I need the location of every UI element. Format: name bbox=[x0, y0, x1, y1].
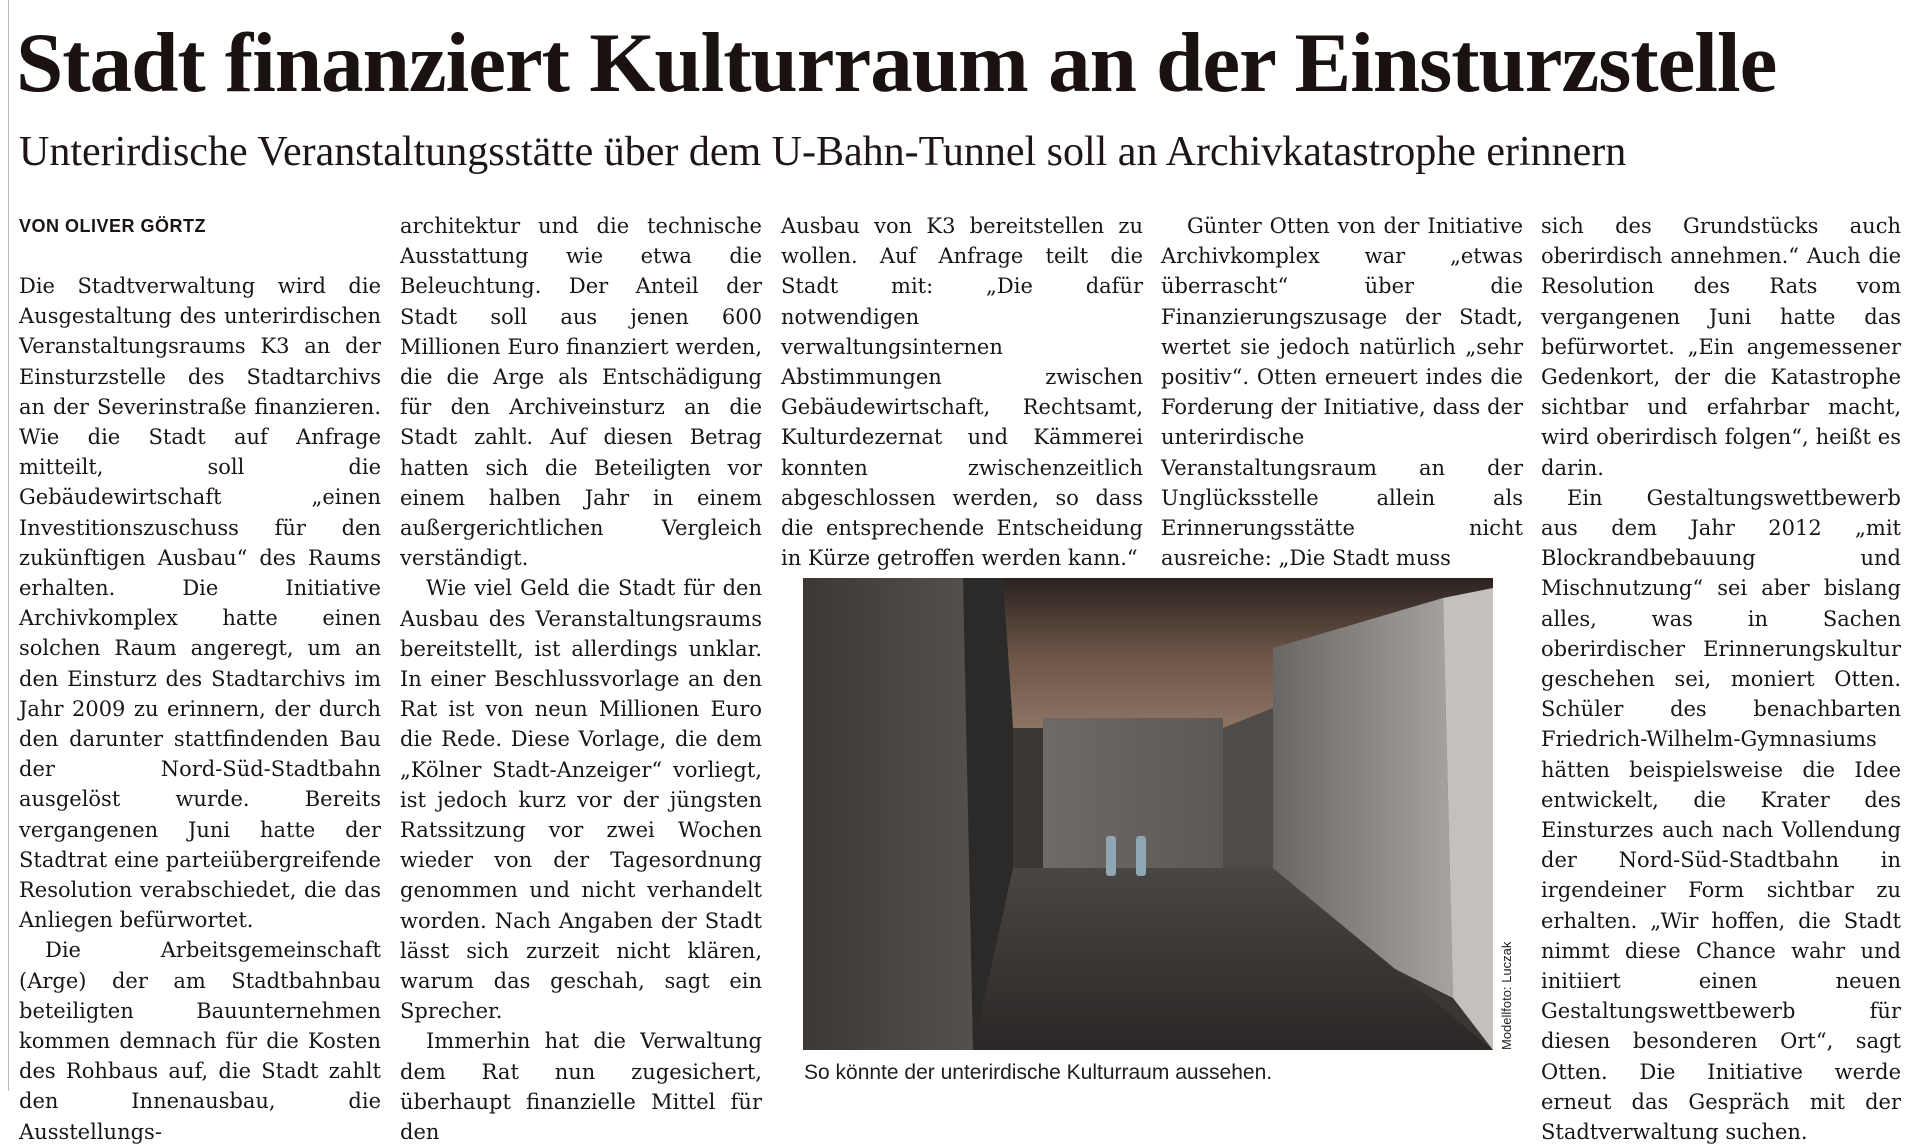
headline: Stadt finanziert Kulturraum an der Einsturzstelle bbox=[16, 16, 1777, 110]
article-column-4 bbox=[1161, 211, 1523, 573]
article-paragraph: Die Arbeitsgemeinschaft (Arge) der am Stadtbahnbau beteiligten Bauunternehmen kommen demnach für die Kosten des Rohbaus auf, die Stadt zahlt den Innenausbau, die Ausstellungs- bbox=[19, 938, 381, 1144]
article-column-1 bbox=[19, 211, 381, 1147]
model-photo bbox=[803, 578, 1493, 1050]
article-column-2 bbox=[400, 211, 762, 1147]
figure-caption: So könnte der unterirdische Kulturraum aussehen. bbox=[804, 1061, 1273, 1084]
article-paragraph: sich des Grundstücks auch oberirdisch annehmen.“ Auch die Resolution des Rats vom vergangenen Juni hatte das befürwortet. „Ein angemessener Gedenkort, der die Katastrophe sichtbar und erfahrbar macht, wird oberirdisch folgen“, heißt es darin. bbox=[1541, 214, 1901, 480]
column-rule bbox=[8, 0, 9, 1091]
article-column-3 bbox=[781, 211, 1143, 573]
article-column-5 bbox=[1541, 211, 1901, 1147]
subheadline: Unterirdische Veranstaltungsstätte über dem U-Bahn-Tunnel soll an Archivkatastrophe erinnern bbox=[19, 129, 1627, 175]
article-paragraph: Die Stadtverwaltung wird die Ausgestaltung des unterirdischen Veranstaltungsraums K3 an der Einsturzstelle des Stadtarchivs an der Severinstraße finanzieren. Wie die Stadt auf Anfrage mitteilt, soll die Gebäudewirtschaft „einen Investitionszuschuss für den zukünftigen Ausbau“ des Raums erhalten. Die Initiative Archivkomplex hatte einen solchen Raum angeregt, um an den Einsturz des Stadtarchivs im Jahr 2009 zu erinnern, der durch den darunter stattfindenden Bau der Nord-Süd-Stadtbahn ausgelöst wurde. Bereits vergangenen Juni hatte der Stadtrat eine parteiübergreifende Resolution verabschiedet, die das Anliegen befürwortet. bbox=[19, 274, 381, 933]
article-paragraph: Wie viel Geld die Stadt für den Ausbau des Veranstaltungsraums bereitstellt, ist allerdings unklar. In einer Beschlussvorlage an den Rat ist von neun Millionen Euro die Rede. Diese Vorlage, die dem „Kölner Stadt-Anzeiger“ vorliegt, ist jedoch kurz vor der jüngsten Ratssitzung vor zwei Wochen wieder von der Tagesordnung genommen und nicht verhandelt worden. Nach Angaben der Stadt lässt sich zurzeit nicht klären, warum das geschah, sagt ein Sprecher. bbox=[400, 576, 762, 1024]
photo-credit: Modellfoto: Luczak bbox=[1499, 941, 1514, 1050]
byline: VON OLIVER GÖRTZ bbox=[19, 216, 207, 236]
article-paragraph: Ein Gestaltungswettbewerb aus dem Jahr 2012 „mit Blockrandbebauung und Mischnutzung“ sei aber bislang alles, was in Sachen oberirdischer Erinnerungskultur geschehen sei, moniert Otten. Schüler des benachbarten Friedrich-Wilhelm-Gymnasiums hätten beispielsweise die Idee entwickelt, die Krater des Einsturzes auch nach Vollendung der Nord-Süd-Stadtbahn in irgendeiner Form sichtbar zu erhalten. „Wir hoffen, die Stadt nimmt diese Chance wahr und initiiert einen neuen Gestaltungswettbewerb für diesen besonderen Ort“, sagt Otten. Die Initiative werde erneut das Gespräch mit der Stadtverwaltung suchen. bbox=[1541, 485, 1901, 1145]
article-paragraph: Immerhin hat die Verwaltung dem Rat nun zugesichert, überhaupt finanzielle Mittel für den bbox=[400, 1029, 762, 1145]
article-paragraph: architektur und die technische Ausstattung wie etwa die Beleuchtung. Der Anteil der Stadt soll aus jenen 600 Millionen Euro finanziert werden, die die Arge als Entschädigung für den Archiveinsturz an die Stadt zahlt. Auf diesen Betrag hatten sich die Beteiligten vor einem halben Jahr in einem außergerichtlichen Vergleich verständigt. bbox=[400, 214, 762, 571]
article-paragraph: Ausbau von K3 bereitstellen zu wollen. Auf Anfrage teilt die Stadt mit: „Die dafür notwendigen verwaltungsinternen Abstimmungen zwischen Gebäudewirtschaft, Rechtsamt, Kulturdezernat und Kämmerei konnten zwischenzeitlich abgeschlossen werden, so dass die entsprechende Entscheidung in Kürze getroffen werden kann.“ bbox=[781, 214, 1143, 571]
article-paragraph: Günter Otten von der Initiative Archivkomplex war „etwas überrascht“ über die Finanzierungszusage der Stadt, wertet sie jedoch natürlich „sehr positiv“. Otten erneuert indes die Forderung der Initiative, dass der unterirdische Veranstaltungsraum an der Unglücksstelle allein als Erinnerungsstätte nicht ausreiche: „Die Stadt muss bbox=[1161, 214, 1523, 571]
